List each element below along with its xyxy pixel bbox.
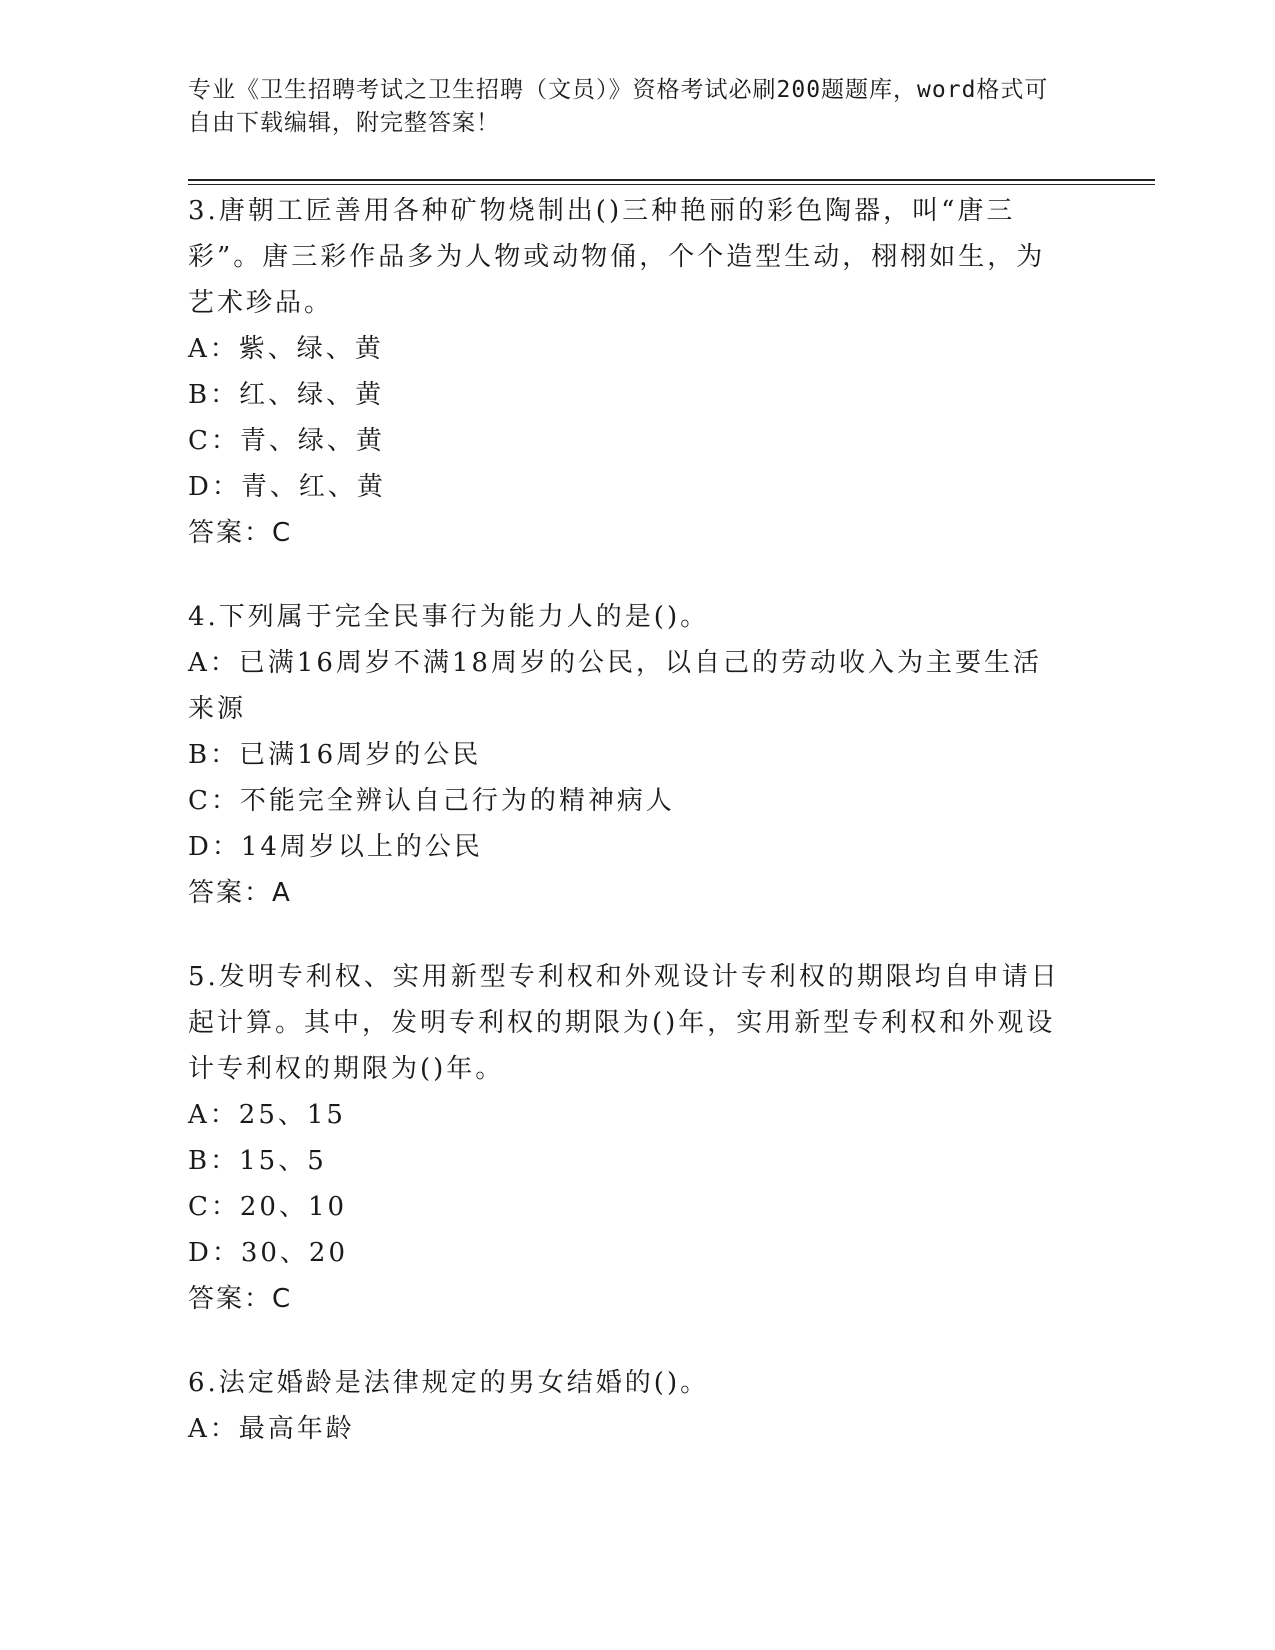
answer-line: 答案：A — [188, 878, 292, 908]
option-b: B：15、5 — [188, 1146, 327, 1176]
option-d: D：14周岁以上的公民 — [188, 832, 483, 862]
answer-line: 答案：C — [188, 518, 293, 548]
question-6 — [188, 1360, 1068, 1452]
question-stem: 6.法定婚龄是法律规定的男女结婚的()。 — [188, 1368, 710, 1398]
option-a: A：已满16周岁不满18周岁的公民，以自己的劳动收入为主要生活来源 — [188, 648, 1042, 724]
question-4 — [188, 594, 1068, 916]
question-3 — [188, 188, 1068, 556]
document-header: 专业《卫生招聘考试之卫生招聘（文员）》资格考试必刷200题题库，word格式可自由下载编辑，附完整答案！ — [188, 77, 1049, 136]
question-5 — [188, 954, 1068, 1322]
option-b: B：红、绿、黄 — [188, 380, 385, 410]
option-c: C：不能完全辨认自己行为的精神病人 — [188, 786, 675, 816]
question-stem: 3.唐朝工匠善用各种矿物烧制出()三种艳丽的彩色陶器，叫“唐三彩”。唐三彩作品多为人物或动物俑，个个造型生动，栩栩如生，为艺术珍品。 — [188, 196, 1046, 318]
question-stem: 5.发明专利权、实用新型专利权和外观设计专利权的期限均自申请日起计算。其中，发明专利权的期限为()年，实用新型专利权和外观设计专利权的期限为()年。 — [188, 962, 1060, 1084]
header-divider-thick — [188, 179, 1155, 181]
option-c: C：20、10 — [188, 1192, 348, 1222]
option-b: B：已满16周岁的公民 — [188, 740, 482, 770]
option-d: D：青、红、黄 — [188, 472, 386, 502]
option-a: A：紫、绿、黄 — [188, 334, 384, 364]
question-list — [188, 188, 1068, 1490]
option-d: D：30、20 — [188, 1238, 349, 1268]
question-stem: 4.下列属于完全民事行为能力人的是()。 — [188, 602, 710, 632]
answer-line: 答案：C — [188, 1284, 293, 1314]
option-a: A：最高年龄 — [188, 1414, 355, 1444]
header-divider-thin — [188, 184, 1155, 185]
option-a: A：25、15 — [188, 1100, 346, 1130]
option-c: C：青、绿、黄 — [188, 426, 385, 456]
